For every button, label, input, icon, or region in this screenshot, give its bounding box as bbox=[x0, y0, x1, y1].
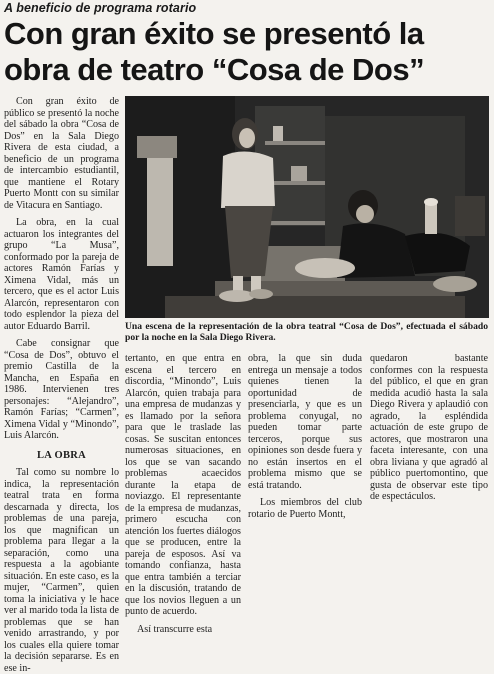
paragraph: Con gran éxito de público se presentó la noche del sábado la obra “Cosa de Dos” en la Sala Diego Rivera de esta ciudad, a beneficio de un programa de intercambio estudiantil, que mantiene el Rotary Puerto Montt con su similar de Vitacura en Santiago. bbox=[4, 96, 119, 211]
section-heading: LA OBRA bbox=[36, 449, 87, 461]
stage-photo bbox=[125, 96, 489, 318]
article-column-3 bbox=[248, 353, 362, 593]
paragraph: Cabe consignar que “Cosa de Dos”, obtuvo el premio Castilla de la Mancha, en España en 1986. Intervienen tres personajes: “Alejandro”, Ramón Farías; “Carmen”, Ximena Vidal y “Minondo”, Luis Alarcón. bbox=[4, 338, 119, 441]
paragraph: Así transcurre esta bbox=[137, 623, 213, 635]
article-column-2 bbox=[125, 353, 241, 635]
stage-scene-image bbox=[125, 96, 489, 318]
photo-caption: Una escena de la representación de la obra teatral “Cosa de Dos”, efectuada el sábado por la noche en la Sala Diego Rivera. bbox=[125, 321, 488, 343]
paragraph: quedaron bastante conformes con la respuesta del público, el que en gran medida acudió hasta la sala Diego Rivera y aplaudió con agrado, la espléndida actuación de este grupo de actores, que mostraron una faceta interesante, con una obra liviana y que agradó al público puertomontino, que gusta de observar este tipo de espectáculos. bbox=[370, 353, 488, 502]
article-column-1 bbox=[4, 96, 119, 674]
article-headline: Con gran éxito se presentó la obra de teatro “Cosa de Dos” bbox=[4, 16, 425, 87]
paragraph: tertanto, en que entra en escena el tercero en discordia, “Minondo”, Luis Alarcón, quien trabaja para una empresa de mudanzas y es llamado por la señora para que le traslade las cosas. Se suscitan entonces numerosas situaciones, en los que se van sacando problemas acaecidos durante la etapa de noviazgo. El representante de la empresa de mudanzas, primero escucha con atención los fuertes diálogos que se producen, entre la pareja de esposos. Así va tomando confianza, hasta que entra también a terciar en la discusión, tratando de que los novios lleguen a un punto de acuerdo. bbox=[125, 353, 241, 617]
paragraph: Los miembros del club rotario de Puerto Montt, bbox=[248, 497, 362, 520]
paragraph: La obra, en la cual actuaron los integrantes del grupo “La Musa”, conformado por la pareja de actores Ramón Farías y Ximena Vidal, más un tercero, que es el actor Luis Alarcón, representaron con todo esplendor la pieza del autor Eduardo Barril. bbox=[4, 217, 119, 332]
article-kicker: A beneficio de programa rotario bbox=[4, 1, 197, 15]
paragraph: Tal como su nombre lo indica, la representación teatral trata en forma descarnada y directa, los problemas de una pareja, los que magnifican un problema para llegar a la separación, como una respuesta a la agobiante situación. En este caso, es la mujer, “Carmen”, quien toma la iniciativa y le hace ver al marido toda la lista de problemas que se han venido arrastrando, y por los cuales ella quiere tomar la decisión separarse. Es en ese in- bbox=[4, 467, 119, 674]
paragraph: obra, la que sin duda entrega un mensaje a todos quienes tienen la oportunidad de presenciarla, y que es un problema conyugal, no pueden tomar parte terceros, porque sus opiniones son desde fuera y no están insertos en el problema mismo que se está tratando. bbox=[248, 353, 362, 491]
article-column-4 bbox=[370, 353, 488, 593]
